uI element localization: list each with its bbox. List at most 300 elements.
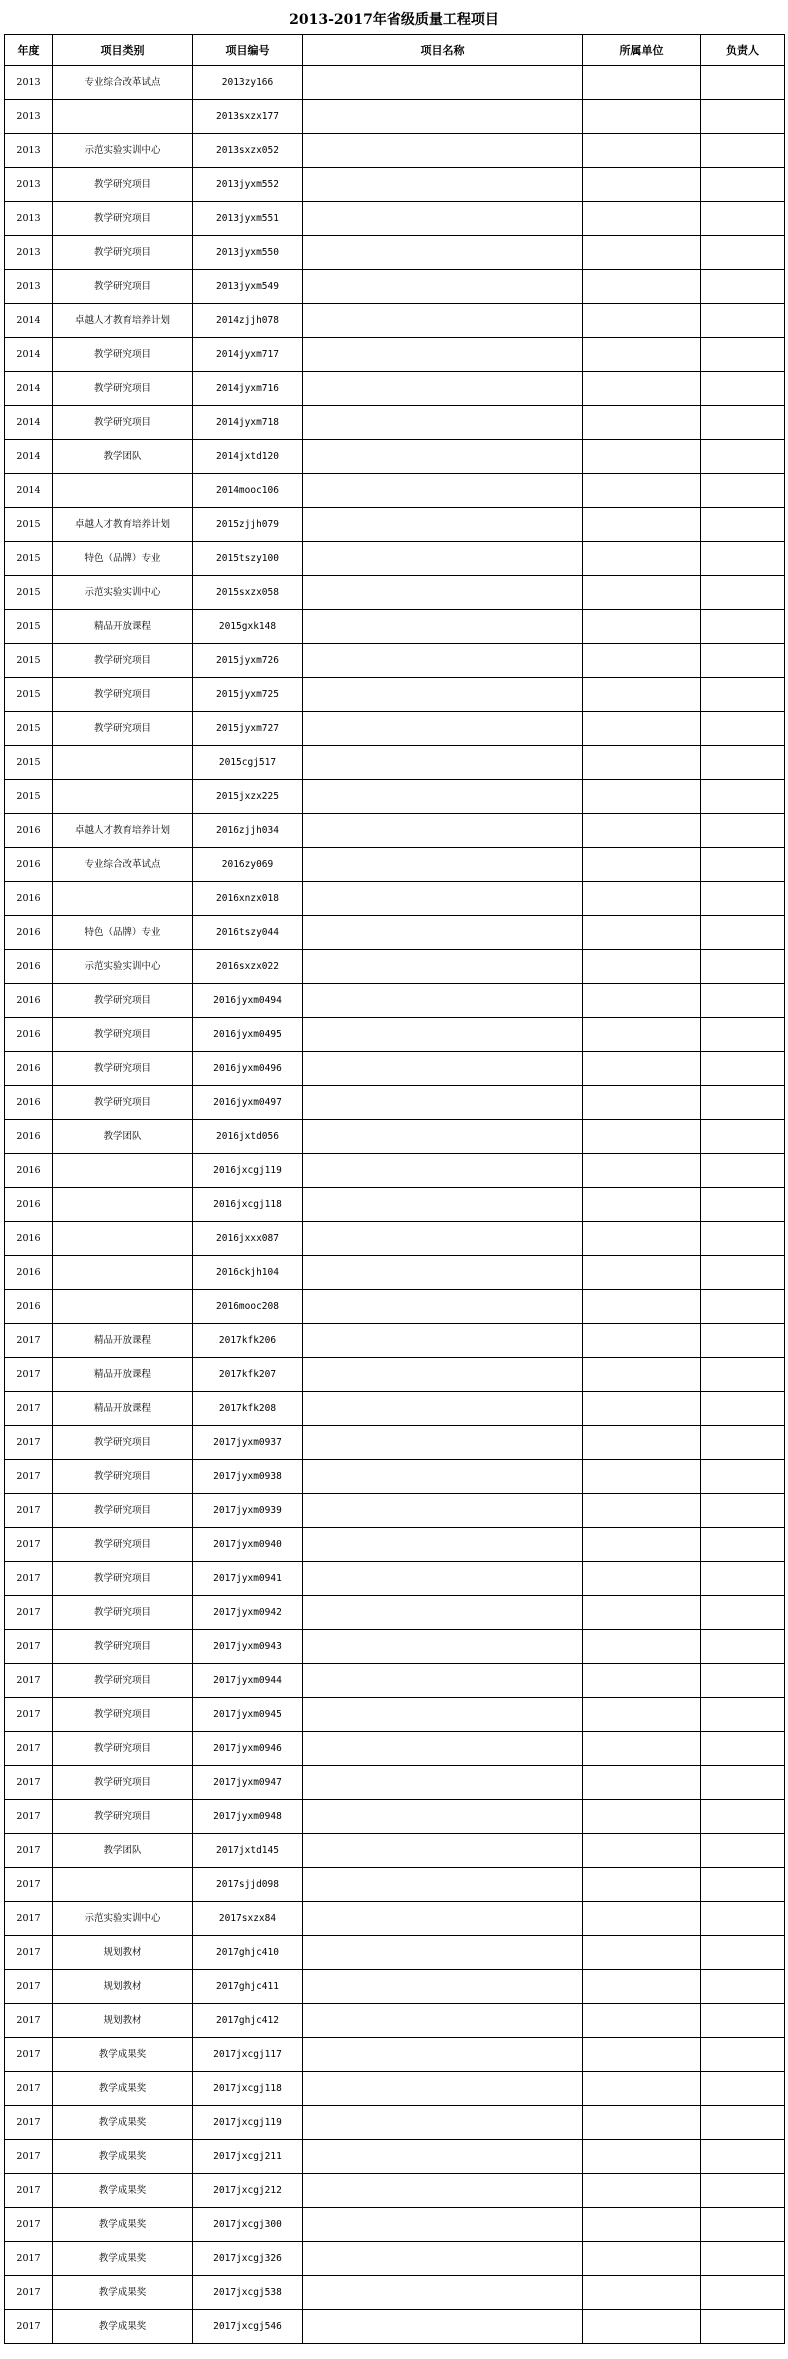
cell-category: 教学研究项目 [53,1086,193,1120]
cell-year: 2017 [5,2072,53,2106]
cell-category: 教学研究项目 [53,1528,193,1562]
cell-unit [583,1086,701,1120]
cell-unit [583,1052,701,1086]
cell-name [303,1052,583,1086]
cell-unit [583,1018,701,1052]
cell-name [303,474,583,508]
table-row [5,1630,785,1664]
cell-leader [701,1460,785,1494]
table-row [5,1970,785,2004]
cell-year: 2013 [5,134,53,168]
table-row [5,2038,785,2072]
cell-name [303,1562,583,1596]
cell-category [53,1256,193,1290]
cell-category: 教学成果奖 [53,2174,193,2208]
cell-name [303,984,583,1018]
cell-name [303,2106,583,2140]
cell-name [303,304,583,338]
cell-year: 2014 [5,440,53,474]
cell-year: 2017 [5,1800,53,1834]
cell-leader [701,1018,785,1052]
cell-leader [701,1970,785,2004]
cell-leader [701,338,785,372]
cell-year: 2016 [5,950,53,984]
cell-year: 2013 [5,100,53,134]
table-row [5,1154,785,1188]
cell-unit [583,916,701,950]
cell-code: 2017jyxm0940 [193,1528,303,1562]
cell-category: 专业综合改革试点 [53,66,193,100]
cell-code: 2017kfk207 [193,1358,303,1392]
cell-leader [701,1630,785,1664]
table-row [5,134,785,168]
table-row [5,236,785,270]
cell-category: 卓越人才教育培养计划 [53,814,193,848]
cell-leader [701,406,785,440]
cell-year: 2017 [5,1732,53,1766]
table-row [5,2174,785,2208]
cell-leader [701,1052,785,1086]
cell-category: 特色（品牌）专业 [53,916,193,950]
table-row [5,1222,785,1256]
cell-code: 2013jyxm552 [193,168,303,202]
cell-unit [583,1494,701,1528]
cell-category: 教学研究项目 [53,338,193,372]
cell-name [303,1222,583,1256]
cell-code: 2015jyxm725 [193,678,303,712]
cell-year: 2017 [5,2310,53,2344]
cell-category: 教学研究项目 [53,1018,193,1052]
cell-code: 2013jyxm551 [193,202,303,236]
table-row [5,1868,785,1902]
cell-year: 2014 [5,372,53,406]
cell-category: 示范实验实训中心 [53,1902,193,1936]
cell-code: 2017jxcgj538 [193,2276,303,2310]
table-row [5,1494,785,1528]
cell-leader [701,1902,785,1936]
table-row [5,2310,785,2344]
cell-unit [583,1800,701,1834]
cell-leader [701,2242,785,2276]
cell-category: 教学研究项目 [53,1460,193,1494]
cell-code: 2017jxcgj118 [193,2072,303,2106]
cell-name [303,1698,583,1732]
cell-year: 2014 [5,406,53,440]
cell-year: 2015 [5,542,53,576]
cell-category: 教学成果奖 [53,2140,193,2174]
cell-leader [701,2208,785,2242]
cell-year: 2015 [5,712,53,746]
header-unit: 所属单位 [583,35,701,66]
cell-year: 2016 [5,848,53,882]
cell-code: 2017ghjc410 [193,1936,303,1970]
cell-year: 2016 [5,1018,53,1052]
cell-year: 2014 [5,338,53,372]
cell-leader [701,1800,785,1834]
cell-code: 2017jyxm0948 [193,1800,303,1834]
cell-year: 2016 [5,1222,53,1256]
cell-code: 2017jyxm0938 [193,1460,303,1494]
cell-category [53,474,193,508]
cell-name [303,270,583,304]
cell-leader [701,1154,785,1188]
cell-name [303,1426,583,1460]
cell-leader [701,100,785,134]
cell-leader [701,1222,785,1256]
cell-name [303,1324,583,1358]
cell-name [303,236,583,270]
cell-category: 教学研究项目 [53,406,193,440]
cell-category [53,1222,193,1256]
table-row [5,814,785,848]
cell-category: 教学研究项目 [53,1494,193,1528]
cell-leader [701,1596,785,1630]
cell-unit [583,644,701,678]
cell-unit [583,406,701,440]
cell-leader [701,1732,785,1766]
cell-category: 精品开放课程 [53,1392,193,1426]
cell-name [303,1358,583,1392]
table-row [5,338,785,372]
cell-code: 2016jyxm0495 [193,1018,303,1052]
cell-code: 2014jyxm716 [193,372,303,406]
cell-leader [701,2310,785,2344]
table-row [5,1596,785,1630]
cell-leader [701,848,785,882]
cell-leader [701,1188,785,1222]
cell-category: 教学研究项目 [53,1800,193,1834]
cell-leader [701,1256,785,1290]
cell-year: 2016 [5,814,53,848]
cell-category: 示范实验实训中心 [53,134,193,168]
table-row [5,440,785,474]
cell-unit [583,1188,701,1222]
cell-code: 2017jxcgj326 [193,2242,303,2276]
table-row [5,1460,785,1494]
table-row [5,780,785,814]
cell-unit [583,270,701,304]
cell-code: 2017jyxm0937 [193,1426,303,1460]
cell-leader [701,2004,785,2038]
cell-name [303,2242,583,2276]
cell-leader [701,746,785,780]
cell-unit [583,1596,701,1630]
cell-year: 2017 [5,1902,53,1936]
cell-name [303,2140,583,2174]
header-code: 项目编号 [193,35,303,66]
cell-name [303,542,583,576]
cell-year: 2017 [5,2038,53,2072]
cell-unit [583,746,701,780]
cell-name [303,1494,583,1528]
cell-code: 2017jxtd145 [193,1834,303,1868]
cell-code: 2017jyxm0941 [193,1562,303,1596]
cell-code: 2014jyxm717 [193,338,303,372]
cell-unit [583,1970,701,2004]
table-row [5,1324,785,1358]
cell-name [303,2004,583,2038]
cell-category [53,882,193,916]
cell-leader [701,984,785,1018]
cell-code: 2016jxtd056 [193,1120,303,1154]
cell-category: 精品开放课程 [53,610,193,644]
cell-code: 2017jyxm0943 [193,1630,303,1664]
cell-unit [583,1358,701,1392]
cell-name [303,1902,583,1936]
cell-code: 2013zy166 [193,66,303,100]
cell-year: 2013 [5,168,53,202]
table-row [5,66,785,100]
cell-unit [583,2242,701,2276]
table-row [5,2106,785,2140]
table-row [5,168,785,202]
cell-unit [583,1732,701,1766]
cell-category: 教学研究项目 [53,1426,193,1460]
table-row [5,1358,785,1392]
cell-year: 2017 [5,1630,53,1664]
cell-name [303,610,583,644]
table-row [5,1052,785,1086]
cell-name [303,882,583,916]
cell-leader [701,1562,785,1596]
cell-unit [583,1664,701,1698]
cell-name [303,1290,583,1324]
cell-code: 2017jyxm0939 [193,1494,303,1528]
cell-category [53,1290,193,1324]
cell-category: 专业综合改革试点 [53,848,193,882]
cell-leader [701,168,785,202]
cell-code: 2016jxcgj119 [193,1154,303,1188]
cell-unit [583,2310,701,2344]
cell-code: 2017jxcgj546 [193,2310,303,2344]
cell-name [303,1188,583,1222]
cell-category: 教学研究项目 [53,1630,193,1664]
cell-unit [583,1698,701,1732]
cell-category: 示范实验实训中心 [53,950,193,984]
cell-unit [583,1528,701,1562]
cell-name [303,916,583,950]
cell-code: 2015zjjh079 [193,508,303,542]
cell-category [53,100,193,134]
cell-code: 2015tszy100 [193,542,303,576]
cell-category [53,1188,193,1222]
cell-unit [583,338,701,372]
cell-code: 2017sxzx84 [193,1902,303,1936]
table-row [5,1766,785,1800]
cell-name [303,678,583,712]
cell-category: 教学研究项目 [53,678,193,712]
cell-name [303,1630,583,1664]
cell-code: 2017jyxm0945 [193,1698,303,1732]
table-row [5,984,785,1018]
cell-category: 教学成果奖 [53,2310,193,2344]
cell-name [303,848,583,882]
cell-year: 2017 [5,1664,53,1698]
cell-year: 2017 [5,1766,53,1800]
cell-category [53,780,193,814]
cell-year: 2017 [5,1562,53,1596]
cell-category: 教学研究项目 [53,1562,193,1596]
cell-unit [583,610,701,644]
cell-code: 2015gxk148 [193,610,303,644]
cell-year: 2013 [5,236,53,270]
cell-leader [701,236,785,270]
cell-category: 卓越人才教育培养计划 [53,304,193,338]
cell-category: 精品开放课程 [53,1358,193,1392]
cell-name [303,2038,583,2072]
cell-category: 教学研究项目 [53,1664,193,1698]
cell-category: 特色（品牌）专业 [53,542,193,576]
cell-unit [583,2174,701,2208]
cell-category: 精品开放课程 [53,1324,193,1358]
cell-leader [701,134,785,168]
cell-unit [583,202,701,236]
cell-unit [583,1834,701,1868]
table-row [5,1086,785,1120]
table-row [5,1188,785,1222]
cell-code: 2016jyxm0496 [193,1052,303,1086]
header-leader: 负责人 [701,35,785,66]
cell-code: 2016zy069 [193,848,303,882]
cell-year: 2016 [5,916,53,950]
cell-leader [701,542,785,576]
table-row [5,270,785,304]
cell-unit [583,848,701,882]
cell-year: 2017 [5,2174,53,2208]
cell-name [303,2310,583,2344]
cell-unit [583,508,701,542]
cell-code: 2016zjjh034 [193,814,303,848]
cell-year: 2017 [5,1936,53,1970]
cell-category: 教学研究项目 [53,1698,193,1732]
cell-category: 规划教材 [53,1936,193,1970]
cell-leader [701,1766,785,1800]
table-row [5,2208,785,2242]
cell-leader [701,1086,785,1120]
cell-unit [583,168,701,202]
cell-code: 2016tszy044 [193,916,303,950]
cell-category: 教学成果奖 [53,2038,193,2072]
cell-year: 2017 [5,1494,53,1528]
cell-code: 2017jyxm0946 [193,1732,303,1766]
cell-category: 教学研究项目 [53,1052,193,1086]
cell-unit [583,2208,701,2242]
cell-name [303,1834,583,1868]
cell-leader [701,1290,785,1324]
cell-year: 2016 [5,1086,53,1120]
cell-category [53,1868,193,1902]
cell-unit [583,780,701,814]
cell-year: 2015 [5,678,53,712]
cell-unit [583,2140,701,2174]
cell-leader [701,1664,785,1698]
table-row [5,1664,785,1698]
cell-name [303,440,583,474]
cell-code: 2017jxcgj211 [193,2140,303,2174]
cell-unit [583,2072,701,2106]
cell-name [303,1800,583,1834]
table-row [5,1936,785,1970]
cell-unit [583,1630,701,1664]
cell-unit [583,1256,701,1290]
cell-unit [583,1562,701,1596]
cell-code: 2017ghjc411 [193,1970,303,2004]
cell-unit [583,2276,701,2310]
cell-name [303,1086,583,1120]
table-row [5,916,785,950]
cell-name [303,1766,583,1800]
cell-code: 2014jxtd120 [193,440,303,474]
cell-code: 2016mooc208 [193,1290,303,1324]
cell-category [53,1154,193,1188]
cell-code: 2013sxzx177 [193,100,303,134]
cell-year: 2015 [5,644,53,678]
cell-name [303,1120,583,1154]
table-row [5,848,785,882]
cell-year: 2016 [5,1290,53,1324]
cell-name [303,1154,583,1188]
table-row [5,746,785,780]
cell-name [303,338,583,372]
cell-year: 2017 [5,1528,53,1562]
cell-category: 教学研究项目 [53,984,193,1018]
cell-category: 教学研究项目 [53,1596,193,1630]
cell-unit [583,134,701,168]
cell-unit [583,950,701,984]
cell-leader [701,2106,785,2140]
cell-unit [583,1290,701,1324]
table-row [5,2242,785,2276]
cell-category: 示范实验实训中心 [53,576,193,610]
cell-unit [583,440,701,474]
cell-unit [583,984,701,1018]
cell-leader [701,2174,785,2208]
cell-name [303,1936,583,1970]
cell-leader [701,1698,785,1732]
cell-category: 教学团队 [53,1120,193,1154]
cell-unit [583,1766,701,1800]
cell-unit [583,1154,701,1188]
cell-category: 教学研究项目 [53,168,193,202]
cell-code: 2017jxcgj119 [193,2106,303,2140]
cell-year: 2014 [5,474,53,508]
table-row [5,304,785,338]
table-row [5,1528,785,1562]
cell-code: 2016jyxm0494 [193,984,303,1018]
cell-unit [583,1324,701,1358]
cell-category: 教学研究项目 [53,372,193,406]
cell-code: 2013sxzx052 [193,134,303,168]
cell-unit [583,542,701,576]
cell-year: 2017 [5,1834,53,1868]
cell-code: 2016jxcgj118 [193,1188,303,1222]
cell-category: 教学成果奖 [53,2242,193,2276]
cell-name [303,66,583,100]
cell-year: 2016 [5,984,53,1018]
cell-leader [701,2140,785,2174]
cell-name [303,100,583,134]
cell-leader [701,610,785,644]
table-row [5,1800,785,1834]
cell-name [303,576,583,610]
cell-code: 2015jxzx225 [193,780,303,814]
cell-code: 2016sxzx022 [193,950,303,984]
cell-name [303,1256,583,1290]
document-title: 2013-2017年省级质量工程项目 [289,12,499,28]
cell-name [303,1868,583,1902]
projects-table [4,34,785,2344]
cell-leader [701,1120,785,1154]
